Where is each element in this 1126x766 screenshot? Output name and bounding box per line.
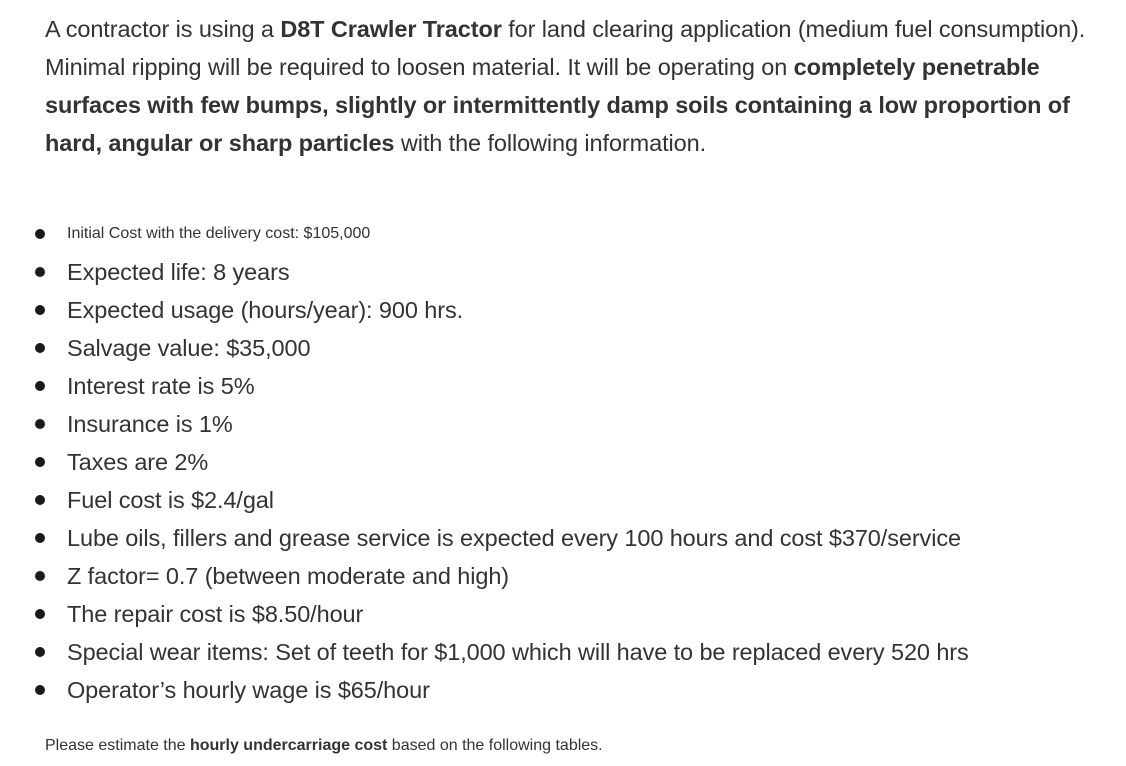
intro-text-2: for land clearing application (medium fuel consumption). Minimal ripping will be required to loosen material. It will be operating on: [45, 16, 1086, 80]
list-item-repair-cost: [0, 595, 969, 633]
list-item-taxes: [0, 443, 969, 481]
intro-text-1: A contractor is using a: [45, 16, 281, 42]
bullet-icon: [35, 457, 45, 467]
list-item-text: Operator’s hourly wage is $65/hour: [67, 677, 430, 703]
list-item-lube-service: [0, 519, 969, 557]
list-item-text: Special wear items: Set of teeth for $1,000 which will have to be replaced every 520 hrs: [67, 639, 969, 665]
bullet-icon: [35, 419, 45, 429]
footer-text-1: Please estimate the: [45, 737, 190, 754]
bullet-icon: [35, 495, 45, 505]
question-prompt: [45, 735, 603, 757]
bullet-icon: [35, 609, 45, 619]
list-item-expected-usage: [0, 291, 969, 329]
list-item-insurance: [0, 405, 969, 443]
list-item-text: Fuel cost is $2.4/gal: [67, 487, 274, 513]
list-item-text: Initial Cost with the delivery cost: $105,000: [67, 225, 371, 242]
list-item-text: Taxes are 2%: [67, 449, 209, 475]
list-item-salvage-value: [0, 329, 969, 367]
intro-bold-conditions: completely penetrable surfaces with few bumps, slightly or intermittently damp soils containing a low proportion of hard, angular or sharp particles: [45, 54, 1070, 156]
list-item-text: Lube oils, fillers and grease service is expected every 100 hours and cost $370/service: [67, 525, 961, 551]
bullet-icon: [35, 533, 45, 543]
list-item-interest-rate: [0, 367, 969, 405]
bullet-icon: [35, 267, 45, 277]
list-item-text: Expected usage (hours/year): 900 hrs.: [67, 297, 464, 323]
bullet-icon: [35, 305, 45, 315]
bullet-icon: [35, 343, 45, 353]
bullet-icon: [35, 571, 45, 581]
bullet-icon: [35, 381, 45, 391]
bullet-icon: [35, 685, 45, 695]
list-item-text: Interest rate is 5%: [67, 373, 255, 399]
list-item-text: Insurance is 1%: [67, 411, 233, 437]
list-item-text: Salvage value: $35,000: [67, 335, 311, 361]
intro-bold-equipment: D8T Crawler Tractor: [280, 16, 502, 42]
footer-text-2: based on the following tables.: [387, 737, 603, 754]
bullet-icon: [35, 647, 45, 657]
list-item-z-factor: [0, 557, 969, 595]
list-item-operator-wage: [0, 671, 969, 709]
given-information-list: [0, 215, 969, 709]
problem-intro: [45, 10, 1105, 162]
intro-text-3: with the following information.: [394, 130, 707, 156]
list-item-special-wear: [0, 633, 969, 671]
list-item-text: Expected life: 8 years: [67, 259, 290, 285]
footer-bold-target: hourly undercarriage cost: [189, 737, 388, 754]
list-item-text: Z factor= 0.7 (between moderate and high): [67, 563, 510, 589]
list-item-text: The repair cost is $8.50/hour: [67, 601, 364, 627]
list-item-initial-cost: [0, 215, 969, 253]
list-item-fuel-cost: [0, 481, 969, 519]
bullet-icon: [35, 229, 45, 239]
list-item-expected-life: [0, 253, 969, 291]
